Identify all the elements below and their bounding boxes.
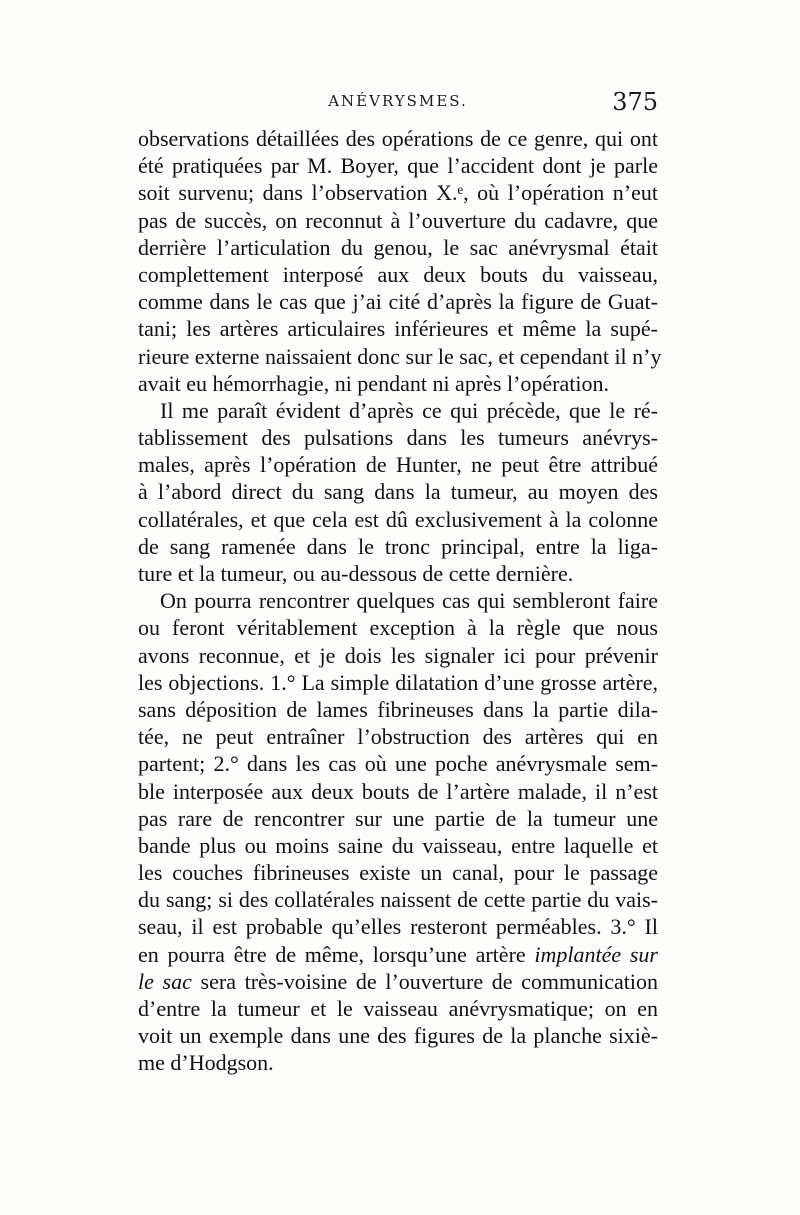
text-line: rieure externe naissaient donc sur le sac, et cependant il n’y — [138, 343, 662, 369]
text-line: les couches fibrineuses existe un canal, pour le passage — [138, 860, 658, 886]
text-line: me d’Hodgson. — [138, 1050, 274, 1076]
running-head: ANÉVRYSMES. — [328, 92, 468, 110]
text-line: bande plus ou moins saine du vaisseau, entre laquelle et — [138, 832, 658, 858]
text-line: du sang; si des collatérales naissent de cette partie du vais- — [138, 887, 658, 913]
text-line: soit survenu; dans l’observation X.ᵉ, où l’opération n’eut — [138, 180, 658, 206]
text-line: été pratiquées par M. Boyer, que l’accident dont je parle — [138, 153, 658, 179]
text-line: les objections. 1.° La simple dilatation d’une grosse artère, — [138, 669, 658, 695]
text-line: de sang ramenée dans le tronc principal, entre la liga- — [138, 533, 658, 559]
text-line: collatérales, et que cela est dû exclusivement à la colonne — [138, 506, 658, 532]
text-line: ture et la tumeur, ou au-dessous de cette dernière. — [138, 561, 574, 586]
text-line: tée, ne peut entraîner l’obstruction des artères qui en — [138, 724, 658, 750]
text-line-with-italic — [138, 941, 658, 968]
text-line: derrière l’articulation du genou, le sac anévrysmal était — [138, 234, 658, 260]
text-segment: en pourra être de même, lorsqu’une artère — [138, 941, 526, 967]
text-line: d’entre la tumeur et le vaisseau anévrysmatique; on en — [138, 996, 658, 1021]
text-line: ou feront véritablement exception à la règle que nous — [138, 615, 658, 641]
text-line: observations détaillées des opérations de ce genre, qui ont — [138, 126, 658, 151]
text-line: partent; 2.° dans les cas où une poche anévrysmale sem- — [138, 751, 658, 777]
text-line: pas de succès, on reconnut à l’ouverture du cadavre, que — [138, 207, 658, 233]
text-line: On pourra rencontrer quelques cas qui sembleront faire — [160, 588, 658, 614]
text-line: avait eu hémorrhagie, ni pendant ni après l’opération. — [138, 370, 609, 396]
italic-text: implantée sur — [534, 941, 658, 967]
page-header — [138, 88, 658, 116]
text-line: avons reconnue, et je dois les signaler ici pour prévenir — [138, 642, 658, 668]
text-line: Il me paraît évident d’après ce qui précède, que le ré- — [160, 397, 658, 423]
text-line: seau, il est probable qu’elles resteront perméables. 3.° Il — [138, 914, 658, 940]
page-number: 375 — [612, 88, 658, 116]
text-segment: sera très-voisine de l’ouverture de communication — [200, 968, 659, 994]
text-line: tablissement des pulsations dans les tumeurs anévrys- — [138, 425, 658, 451]
text-line: complettement interposé aux deux bouts du vaisseau, — [138, 261, 658, 287]
text-line-with-italic — [138, 968, 658, 995]
italic-text: le sac — [138, 968, 192, 994]
text-line: voit un exemple dans une des figures de la planche sixiè- — [138, 1023, 658, 1049]
body-text — [138, 125, 662, 1077]
text-line: sans déposition de lames fibrineuses dans la partie dila- — [138, 696, 658, 722]
text-line: tani; les artères articulaires inférieures et même la supé- — [138, 316, 658, 342]
text-line: pas rare de rencontrer sur une partie de la tumeur une — [138, 805, 658, 831]
text-line: comme dans le cas que j’ai cité d’après la figure de Guat- — [138, 289, 658, 315]
text-line: à l’abord direct du sang dans la tumeur, au moyen des — [138, 479, 658, 505]
text-line: males, après l’opération de Hunter, ne peut être attribué — [138, 452, 658, 478]
text-line: ble interposée aux deux bouts de l’artère malade, il n’est — [138, 778, 658, 804]
